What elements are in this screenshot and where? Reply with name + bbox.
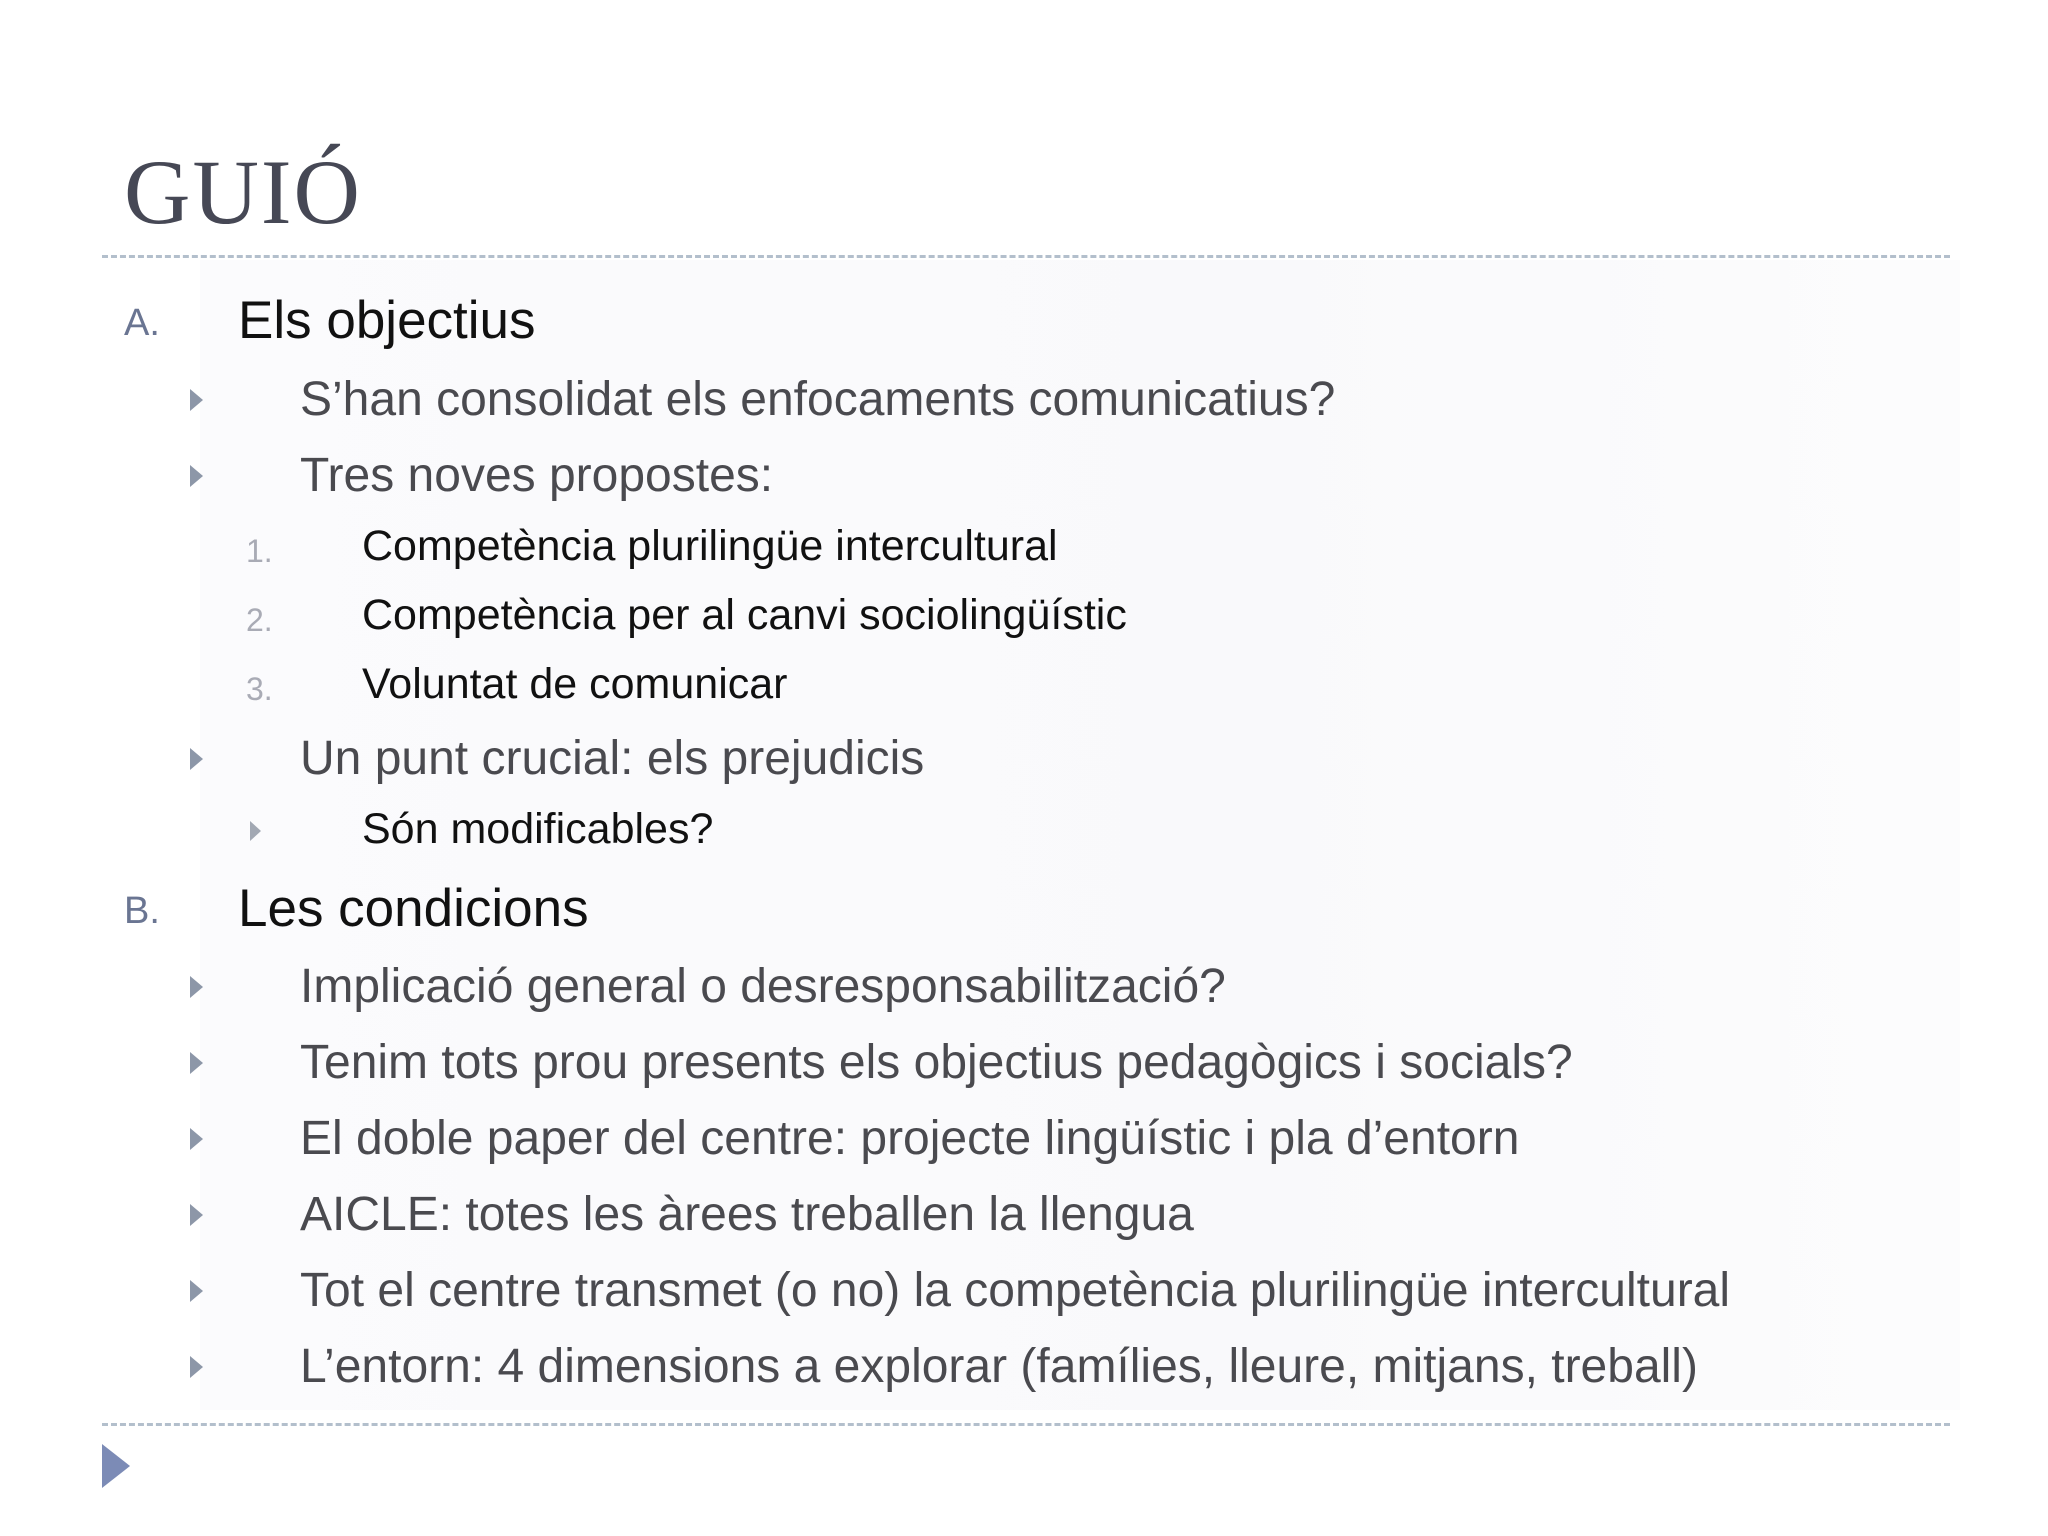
numbered-marker-2: 2.: [246, 602, 273, 638]
section-b-item-4: AICLE: totes les àrees treballen la llengua: [300, 1188, 1194, 1241]
sub-bullet-triangle-icon: [250, 821, 261, 841]
section-a-item-2: Tres noves propostes:: [300, 449, 774, 502]
bullet-triangle-icon: [190, 1356, 203, 1378]
bullet-triangle-icon: [190, 1280, 203, 1302]
section-a-item-1: S’han consolidat els enfocaments comunicatius?: [300, 373, 1336, 426]
bullet-triangle-icon: [190, 1128, 203, 1150]
bullet-triangle-icon: [190, 465, 203, 487]
section-a-heading: Els objectius: [238, 291, 536, 350]
numbered-marker-1: 1.: [246, 533, 273, 569]
bullet-triangle-icon: [190, 1204, 203, 1226]
bottom-divider: [102, 1423, 1950, 1426]
numbered-item-1: Competència plurilingüe intercultural: [362, 522, 1058, 570]
top-divider: [102, 255, 1950, 258]
numbered-marker-3: 3.: [246, 671, 273, 707]
section-b-item-3: El doble paper del centre: projecte lingüístic i pla d’entorn: [300, 1112, 1520, 1165]
section-b-item-6: L’entorn: 4 dimensions a explorar (famílies, lleure, mitjans, treball): [300, 1340, 1698, 1393]
bullet-triangle-icon: [190, 748, 203, 770]
numbered-item-2: Competència per al canvi sociolingüístic: [362, 591, 1127, 639]
numbered-item-3: Voluntat de comunicar: [362, 660, 788, 708]
section-b-item-5: Tot el centre transmet (o no) la competència plurilingüe intercultural: [300, 1264, 1731, 1317]
corner-triangle-icon: [102, 1444, 130, 1488]
section-b-marker: B.: [124, 890, 160, 932]
section-b-item-2: Tenim tots prou presents els objectius pedagògics i socials?: [300, 1036, 1573, 1089]
bullet-triangle-icon: [190, 389, 203, 411]
section-a-item-3: Un punt crucial: els prejudicis: [300, 732, 925, 785]
section-a-subitem-1: Són modificables?: [362, 805, 714, 853]
bullet-triangle-icon: [190, 1052, 203, 1074]
section-b-heading: Les condicions: [238, 879, 589, 938]
slide-title: GUIÓ: [124, 141, 362, 243]
bullet-triangle-icon: [190, 976, 203, 998]
section-a-marker: A.: [124, 302, 160, 344]
section-b-item-1: Implicació general o desresponsabilització?: [300, 960, 1226, 1013]
